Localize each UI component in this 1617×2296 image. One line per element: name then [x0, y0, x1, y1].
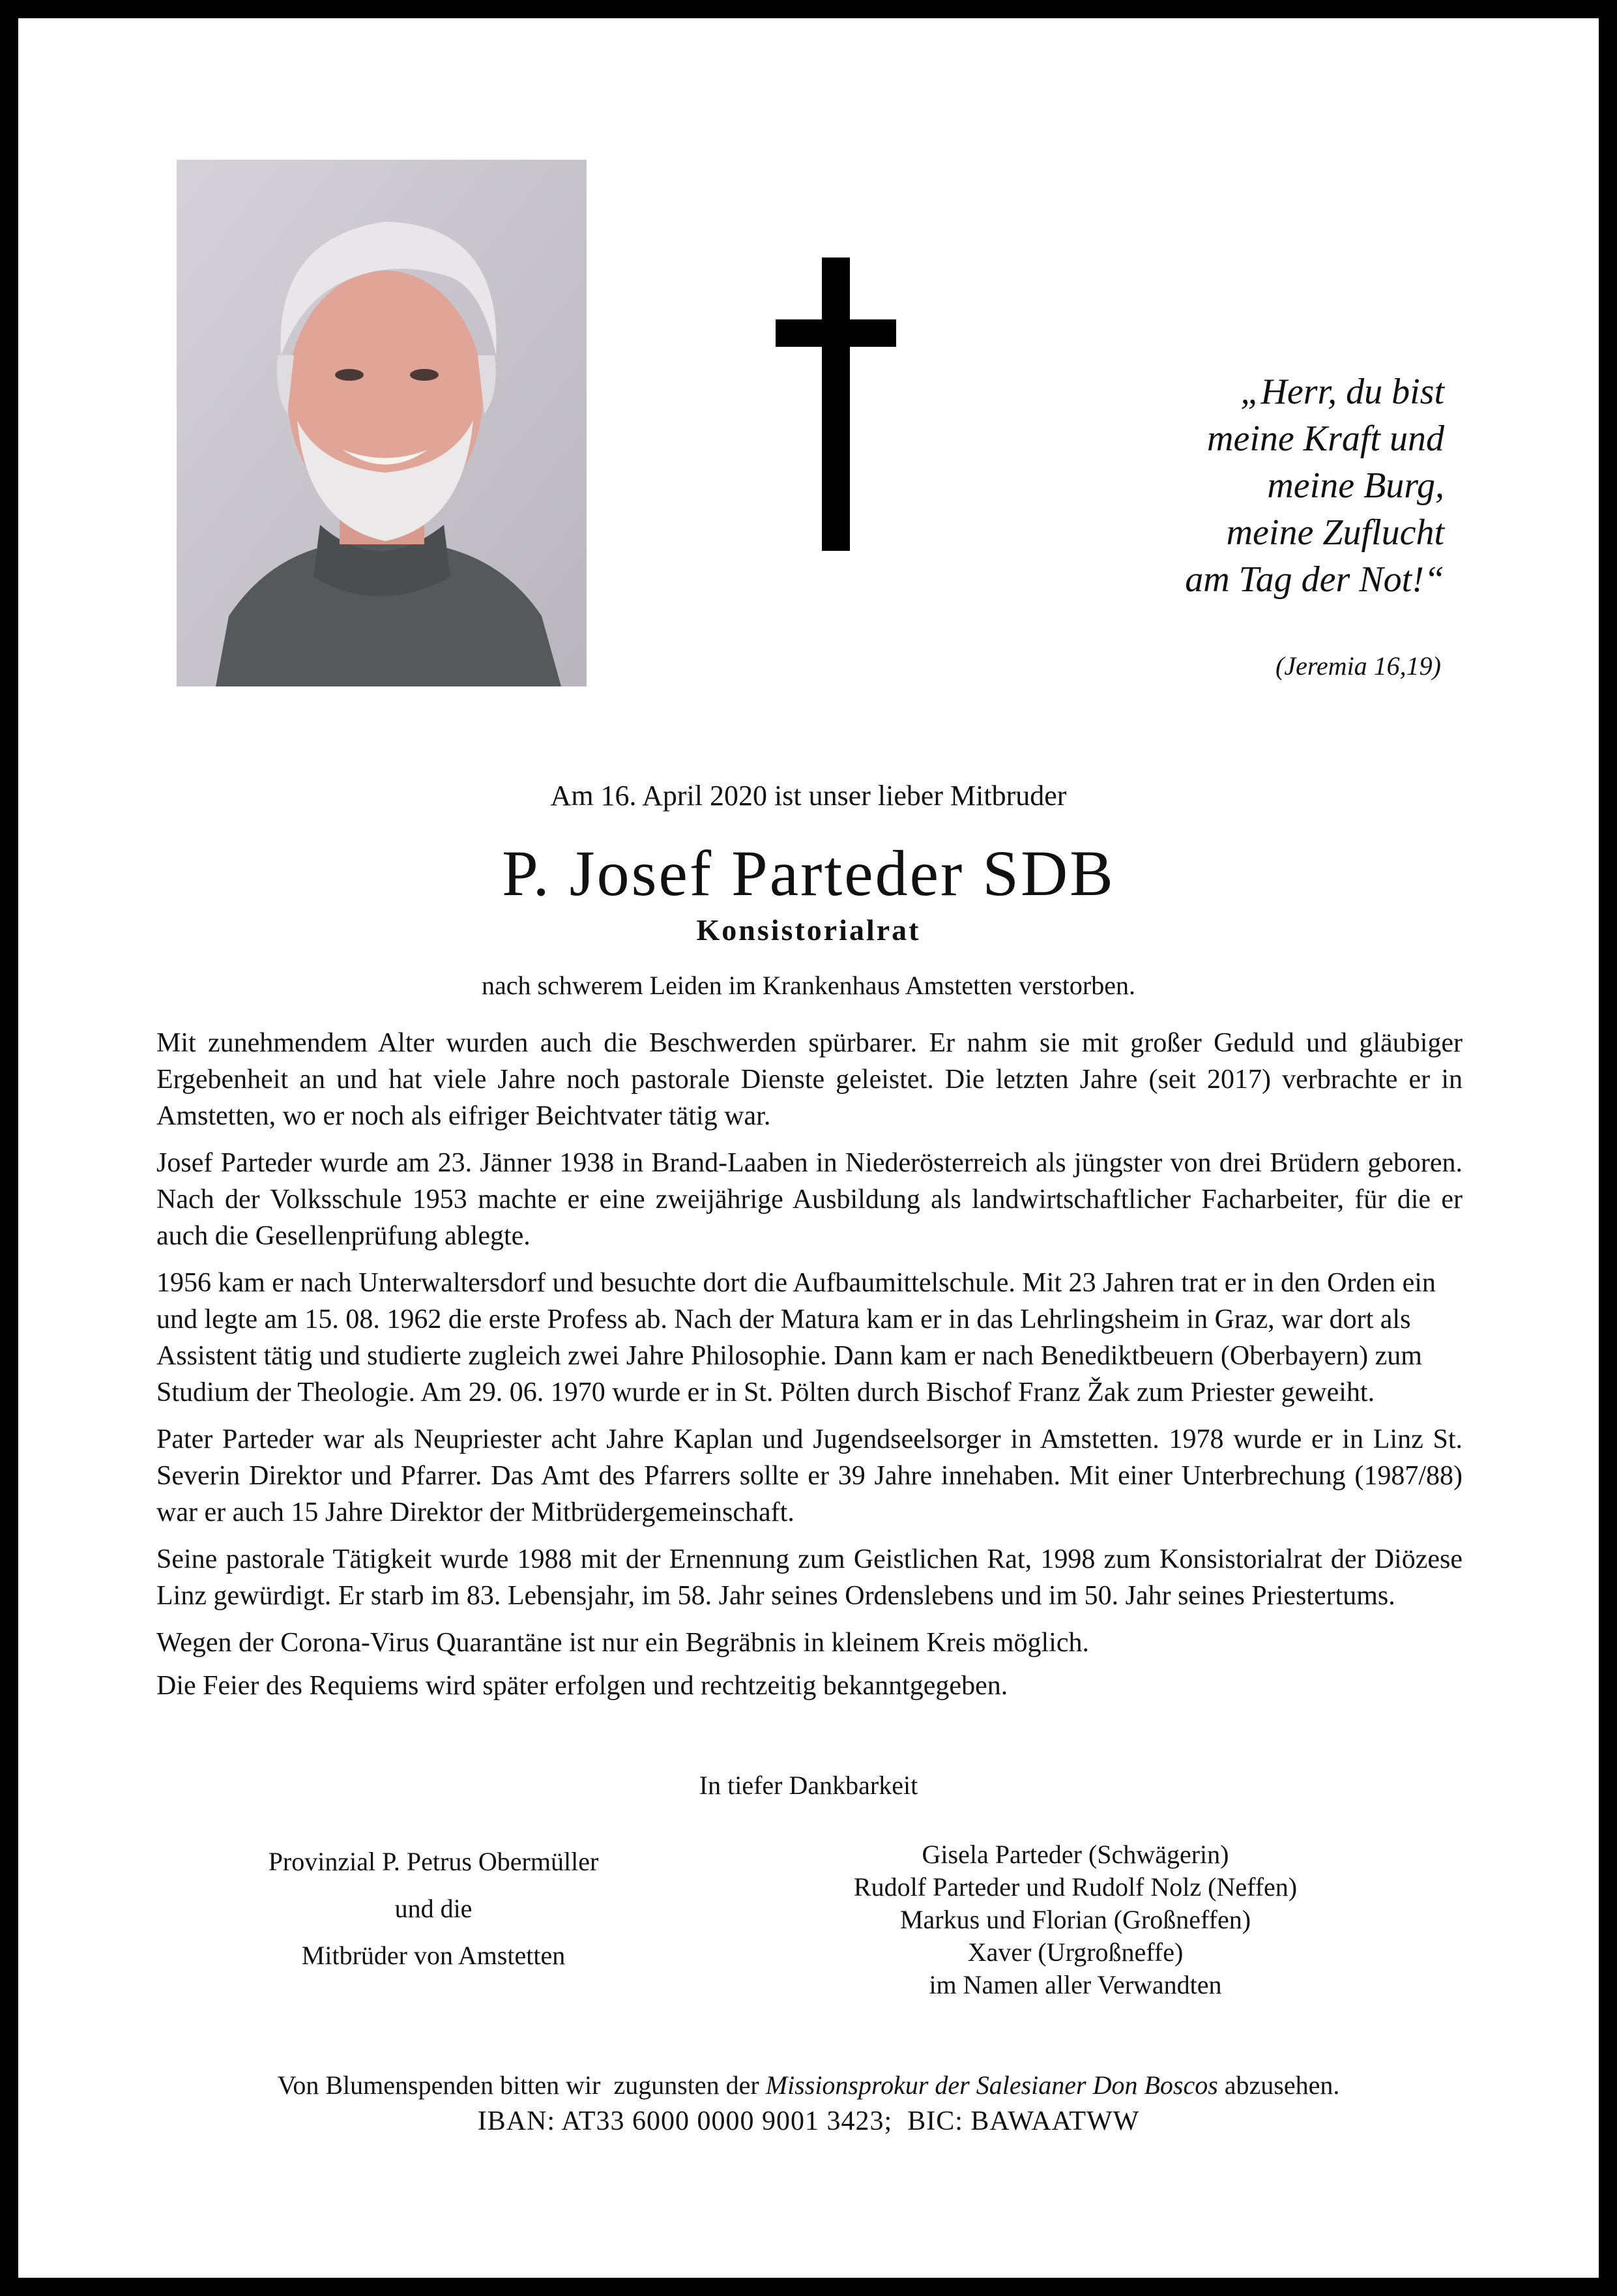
quote-line: „Herr, du bist — [1240, 372, 1444, 412]
signatures-left — [215, 1838, 652, 1979]
signature-line: und die — [394, 1894, 473, 1923]
biography-paragraph: Pater Parteder war als Neupriester acht Jahre Kaplan und Jugendseelsorger in Amstetten. 1978 wurde er in Linz St. Severin Direktor und Pfarrer. Das Amt des Pfarrers sollte er 39 Jahre innehaben. Mit einer Unterbrechung (1987/88) war er auch 15 Jahre Direktor der Mitbrüdergemeinschaft. — [156, 1424, 1463, 1527]
quote-line: am Tag der Not!“ — [1185, 559, 1444, 600]
signature-line: im Namen aller Verwandten — [929, 1970, 1222, 1999]
donation-prefix: Von Blumenspenden bitten wir zugunsten der — [277, 2070, 766, 2100]
quote-line: meine Kraft und — [1207, 419, 1444, 459]
signature-line: Provinzial P. Petrus Obermüller — [268, 1847, 599, 1876]
signature-line: Xaver (Urgroßneffe) — [967, 1937, 1184, 1967]
biography-paragraph: Seine pastorale Tätigkeit wurde 1988 mit der Ernennung zum Geistlichen Rat, 1998 zum Konsistorialrat der Diözese Linz gewürdigt. Er starb im 83. Lebensjahr, im 58. Jahr seines Ordenslebens und im 50. Jahr seines Priestertums. — [156, 1544, 1463, 1611]
biography — [156, 1025, 1463, 1711]
signature-line: Mitbrüder von Amstetten — [301, 1941, 566, 1970]
biography-paragraph: 1956 kam er nach Unterwaltersdorf und besuchte dort die Aufbaumittelschule. Mit 23 Jahren trat er in den Orden ein und legte am 15. 08. 1962 die erste Profess ab. Nach der Matura kam er in das Lehrlingsheim in Graz, war dort als Assistent tätig und studierte zugleich zwei Jahre Philosophie. Dann kam er nach Benediktbeuern (Oberbayern) zum Studium der Theologie. Am 29. 06. 1970 wurde er in St. Pölten durch Bischof Franz Žak zum Priester geweiht. — [156, 1268, 1436, 1407]
biography-paragraph: Mit zunehmendem Alter wurden auch die Beschwerden spürbarer. Er nahm sie mit großer Geduld und gläubiger Ergebenheit an und hat viele Jahre noch pastorale Dienste geleistet. Die letzten Jahre (seit 2017) verbrachte er in Amstetten, wo er noch als eifriger Beichtvater tätig war. — [156, 1028, 1463, 1131]
bank-details: IBAN: AT33 6000 0000 9001 3423; BIC: BAWAATWW — [477, 2106, 1140, 2136]
death-note: nach schwerem Leiden im Krankenhaus Amstetten verstorben. — [481, 971, 1135, 1000]
deceased-title: Konsistorialrat — [696, 913, 921, 947]
biography-paragraph: Josef Parteder wurde am 23. Jänner 1938 in Brand-Laaben in Niederösterreich als jüngster von drei Brüdern geboren. Nach der Volksschule 1953 machte er eine zweijährige Ausbildung als landwirtschaftlicher Facharbeiter, für die er auch die Gesellenprüfung ablegte. — [156, 1148, 1463, 1251]
gratitude-line: In tiefer Dankbarkeit — [699, 1771, 918, 1800]
signatures-right — [841, 1838, 1310, 2001]
donation-organization: Missionsprokur der Salesianer Don Boscos — [765, 2070, 1218, 2100]
quote-source: (Jeremia 16,19) — [1275, 651, 1441, 681]
donation-suffix: abzusehen. — [1217, 2070, 1340, 2100]
biography-paragraph: Die Feier des Requiems wird später erfolgen und rechtzeitig bekanntgegeben. — [156, 1671, 1008, 1701]
deceased-name: P. Josef Parteder SDB — [502, 837, 1115, 909]
signature-line: Rudolf Parteder und Rudolf Nolz (Neffen) — [853, 1872, 1298, 1902]
signature-line: Markus und Florian (Großneffen) — [899, 1905, 1251, 1934]
donation-note — [0, 2070, 1617, 2100]
intro-text: Am 16. April 2020 ist unser lieber Mitbruder — [550, 780, 1067, 812]
portrait-photo — [177, 160, 587, 686]
biography-paragraph: Wegen der Corona-Virus Quarantäne ist nur ein Begräbnis in kleinem Kreis möglich. — [156, 1628, 1090, 1658]
cross-icon — [776, 258, 896, 551]
quote-line: meine Burg, — [1267, 465, 1444, 506]
quote-line: meine Zuflucht — [1226, 512, 1444, 553]
signature-line: Gisela Parteder (Schwägerin) — [922, 1840, 1229, 1869]
bible-quote — [988, 368, 1444, 603]
